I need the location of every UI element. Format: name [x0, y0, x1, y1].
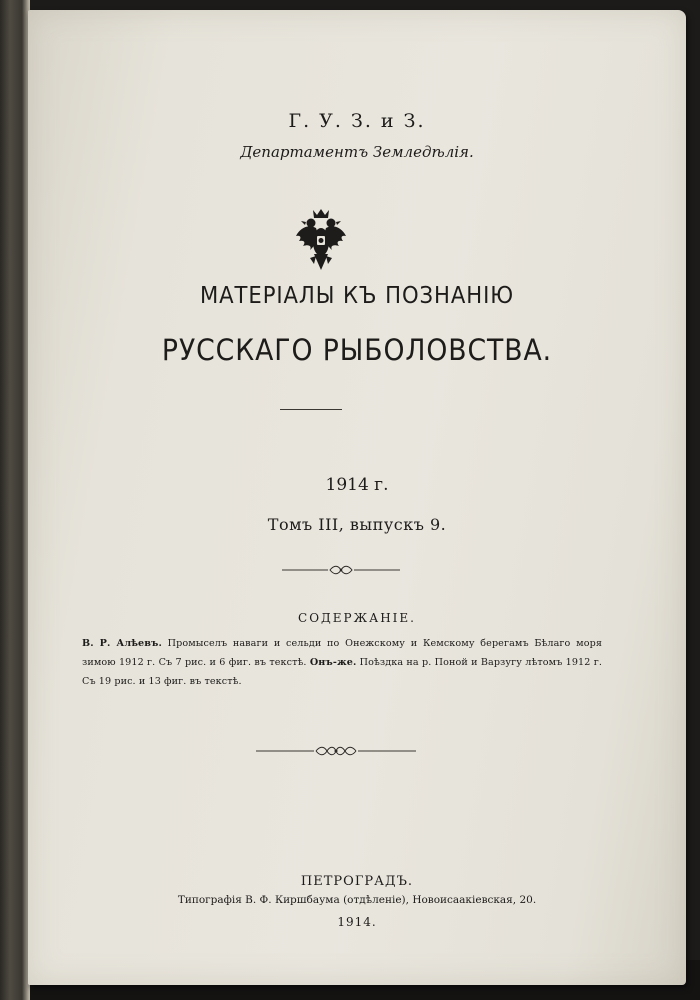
- title-line-2: РУССКАГО РЫБОЛОВСТВА.: [161, 333, 553, 367]
- contents-entry-1: Промыселъ наваги и сельди по Онежскому и Кемскому берегамъ Бѣлаго моря зимою 1912 г. Съ 7 рис. и 6 фиг. въ текстѣ.: [82, 638, 602, 668]
- book-spine-edge: [0, 0, 30, 1000]
- divider-rule-short: [280, 409, 342, 410]
- contents-author-2: Онъ-же.: [309, 657, 357, 668]
- ministry-abbreviation: Г. У. З. и З.: [288, 110, 426, 132]
- contents-heading: СОДЕРЖАНІЕ.: [298, 611, 416, 625]
- title-page: [28, 10, 686, 985]
- contents-text: [82, 634, 602, 691]
- contents-entry-2: Поѣздка на р. Поной и Варзугу лѣтомъ 1912 г. Съ 19 рис. и 13 фиг. въ текстѣ.: [82, 657, 602, 687]
- department-name: Департаментъ Земледѣлія.: [240, 143, 474, 161]
- imprint-printer: Типографія В. Ф. Киршбаума (отдѣленіе), Новоисаакіевская, 20.: [177, 894, 537, 906]
- volume-issue: Томъ III, выпускъ 9.: [267, 515, 447, 534]
- imprint-year: 1914.: [337, 915, 377, 929]
- ornament-divider-large-icon: [256, 744, 416, 758]
- imprint-city: ПЕТРОГРАДЪ.: [300, 874, 414, 889]
- issue-year: 1914 г.: [325, 475, 389, 495]
- ornament-divider-icon: [282, 564, 400, 576]
- double-headed-eagle-icon: [294, 206, 348, 272]
- title-line-1: МАТЕРІАЛЫ КЪ ПОЗНАНІЮ: [199, 283, 515, 309]
- contents-author-1: В. Р. Алѣевъ.: [82, 638, 162, 649]
